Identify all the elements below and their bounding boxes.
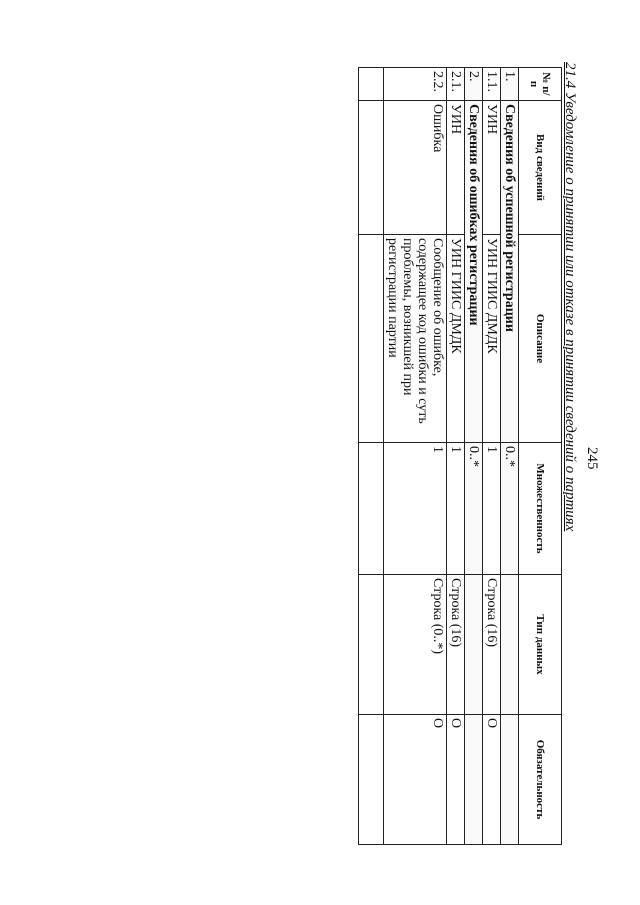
- header-kind: Вид сведений: [519, 101, 562, 235]
- table-header-row: [519, 68, 562, 845]
- page-number: 245: [584, 447, 600, 470]
- row-multiplicity: 0..*: [501, 443, 519, 575]
- row-num: 2.: [465, 68, 483, 101]
- row-description: УИН ГИИС ДМДК: [483, 235, 501, 443]
- section-title: Сведения об успешной регистрации: [501, 101, 519, 443]
- row-description: УИН ГИИС ДМДК: [447, 235, 465, 443]
- header-data-type: Тип данных: [519, 575, 562, 715]
- row-multiplicity: 1: [384, 443, 447, 575]
- row-kind: Ошибка: [384, 101, 447, 235]
- table-row-empty: [359, 68, 384, 845]
- header-description: Описание: [519, 235, 562, 443]
- data-table: [358, 67, 562, 845]
- section-title: Сведения об ошибках регистрации: [465, 101, 483, 443]
- header-multiplicity: Множественность: [519, 443, 562, 575]
- row-multiplicity: 0..*: [465, 443, 483, 575]
- row-data-type: Строка (16): [447, 575, 465, 715]
- row-kind: УИН: [483, 101, 501, 235]
- table-row: [501, 68, 519, 845]
- row-data-type: [465, 575, 483, 715]
- row-required: О: [384, 715, 447, 845]
- header-num: № п/п: [519, 68, 562, 101]
- header-required: Обязательность: [519, 715, 562, 845]
- table-caption: 21.4 Уведомление о принятии или отказе в принятии сведений о партиях: [562, 62, 578, 532]
- row-num: 1.1.: [483, 68, 501, 101]
- row-kind: УИН: [447, 101, 465, 235]
- row-num: 1.: [501, 68, 519, 101]
- row-data-type: Строка (16): [483, 575, 501, 715]
- row-description: Сообщение об ошибке, содержащее код ошибки и суть проблемы, возникшей при регистрации партии: [384, 235, 447, 443]
- table-row: [447, 68, 465, 845]
- row-required: [501, 715, 519, 845]
- table-row: [483, 68, 501, 845]
- row-required: [465, 715, 483, 845]
- table-row: [465, 68, 483, 845]
- row-num: 2.1.: [447, 68, 465, 101]
- row-multiplicity: 1: [483, 443, 501, 575]
- table-row: [384, 68, 447, 845]
- row-multiplicity: 1: [447, 443, 465, 575]
- row-required: О: [447, 715, 465, 845]
- row-required: О: [483, 715, 501, 845]
- row-data-type: Строка (0..*): [384, 575, 447, 715]
- row-data-type: [501, 575, 519, 715]
- row-num: 2.2.: [384, 68, 447, 101]
